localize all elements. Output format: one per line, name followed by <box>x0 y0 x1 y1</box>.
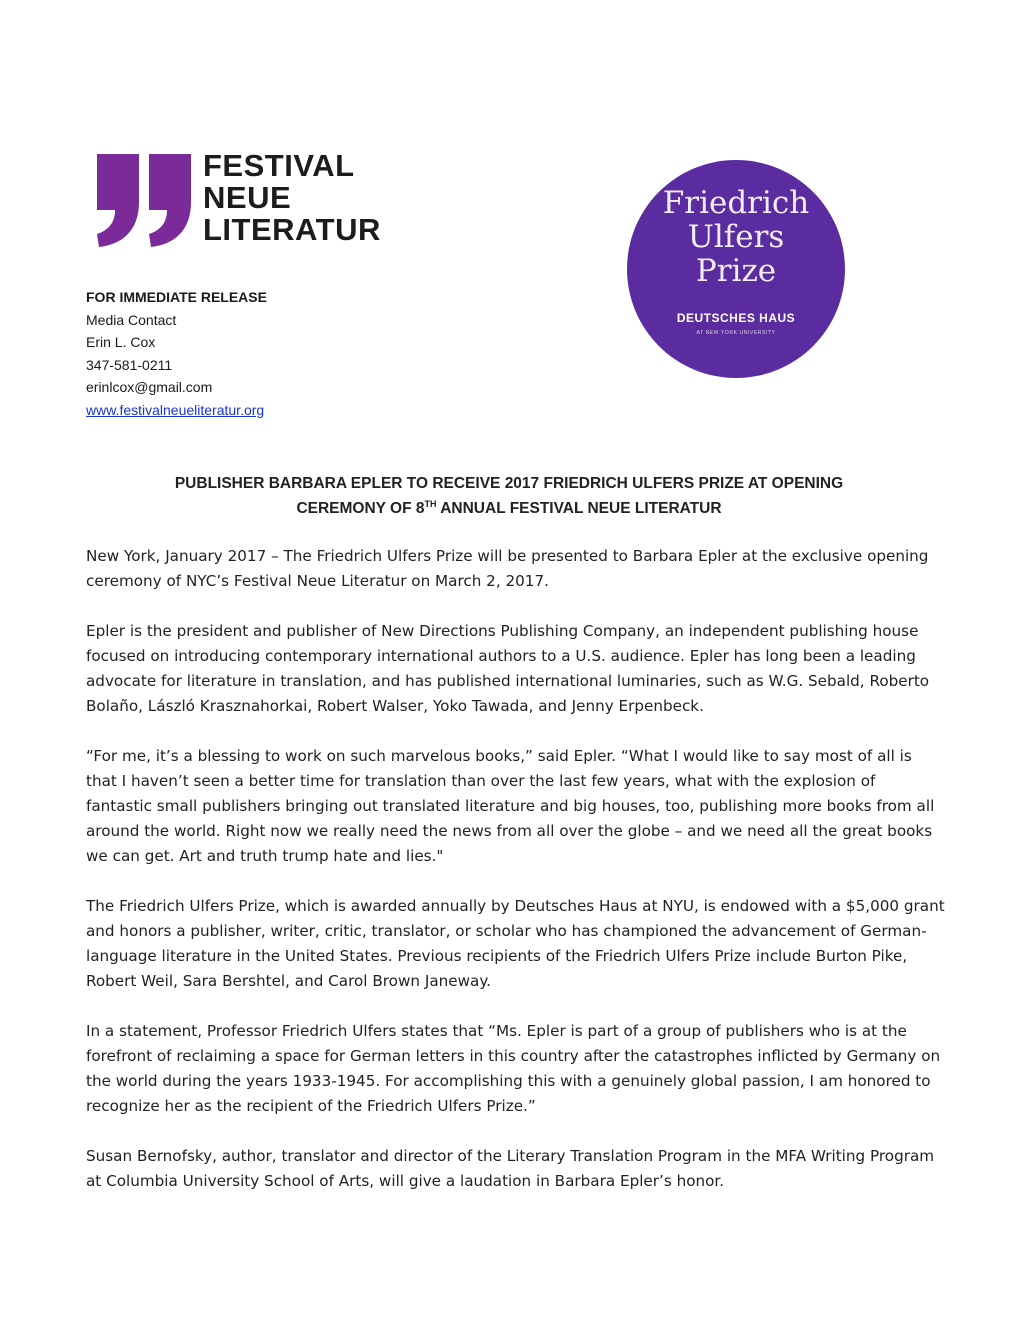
media-contact-block <box>86 286 267 421</box>
body-paragraph: Epler is the president and publisher of New Directions Publishing Company, an independent publishing house focused on introducing contemporary international authors to a U.S. audience. Epler has long been a leading advocate for literature in translation, and has published international luminaries, such as W.G. Sebald, Roberto Bolaño, László Krasznahorkai, Robert Walser, Yoko Tawada, and Jenny Erpenbeck. <box>86 622 930 715</box>
prize-logo-line: Prize <box>695 253 777 289</box>
festival-logo-line: FESTIVAL <box>203 148 355 183</box>
prize-logo-line: Ulfers <box>687 219 785 255</box>
press-release-headline <box>86 471 932 521</box>
headline-line-2-start: CEREMONY OF 8 <box>296 500 425 517</box>
media-contact-label: Media Contact <box>86 311 177 328</box>
headline-line-2-end: ANNUAL FESTIVAL NEUE LITERATUR <box>436 500 722 517</box>
festival-logo-wordmark <box>203 150 381 246</box>
headline-line-2 <box>86 496 932 521</box>
headline-ordinal-superscript: TH <box>424 499 437 509</box>
website-link[interactable]: www.festivalneueliteratur.org <box>86 401 265 418</box>
prize-logo-line: Friedrich <box>662 185 810 221</box>
body-paragraph: The Friedrich Ulfers Prize, which is awarded annually by Deutsches Haus at NYU, is endowed with a $5,000 grant and honors a publisher, writer, critic, translator, or scholar who has championed the advancement of German-language literature in the United States. Previous recipients of the Friedrich Ulfers Prize include Burton Pike, Robert Weil, Sara Bershtel, and Carol Brown Janeway. <box>86 897 945 990</box>
quotation-marks-icon <box>95 154 195 248</box>
body-paragraph: In a statement, Professor Friedrich Ulfers states that “Ms. Epler is part of a group of publishers who is at the forefront of reclaiming a space for German letters in this country after the catastrophes inflicted by Germany on the world during the years 1933-1945. For accomplishing this with a genuinely global passion, I am honored to recognize her as the recipient of the Friedrich Ulfers Prize.” <box>86 1022 941 1115</box>
headline-line-1: PUBLISHER BARBARA EPLER TO RECEIVE 2017 FRIEDRICH ULFERS PRIZE AT OPENING <box>174 475 844 492</box>
contact-email: erinlcox@gmail.com <box>86 379 213 395</box>
body-paragraph: “For me, it’s a blessing to work on such marvelous books,” said Epler. “What I would like to say most of all is that I haven’t seen a better time for translation than over the last few years, what with the explosion of fantastic small publishers bringing out translated literature and big houses, too, publishing more books from all around the world. Right now we really need the news from all over the globe – and we need all the great books we can get. Art and truth trump hate and lies." <box>86 747 935 865</box>
contact-phone: 347-581-0211 <box>86 356 173 373</box>
body-paragraph: New York, January 2017 – The Friedrich Ulfers Prize will be presented to Barbara Epler at the exclusive opening ceremony of NYC’s Festival Neue Literatur on March 2, 2017. <box>86 547 929 590</box>
friedrich-ulfers-prize-logo <box>627 160 845 378</box>
prize-logo-name <box>627 186 845 288</box>
contact-name: Erin L. Cox <box>86 334 156 350</box>
body-paragraph: Susan Bernofsky, author, translator and director of the Literary Translation Program in the MFA Writing Program at Columbia University School of Arts, will give a laudation in Barbara Epler’s honor. <box>86 1147 935 1190</box>
festival-logo-line: LITERATUR <box>203 212 381 247</box>
prize-logo-org: DEUTSCHES HAUS <box>676 311 796 325</box>
release-label: FOR IMMEDIATE RELEASE <box>86 289 267 305</box>
press-release-body <box>86 544 946 1219</box>
festival-neue-literatur-logo <box>95 150 395 250</box>
festival-logo-line: NEUE <box>203 180 292 215</box>
prize-logo-sub: AT NEW YORK UNIVERSITY <box>696 330 776 336</box>
